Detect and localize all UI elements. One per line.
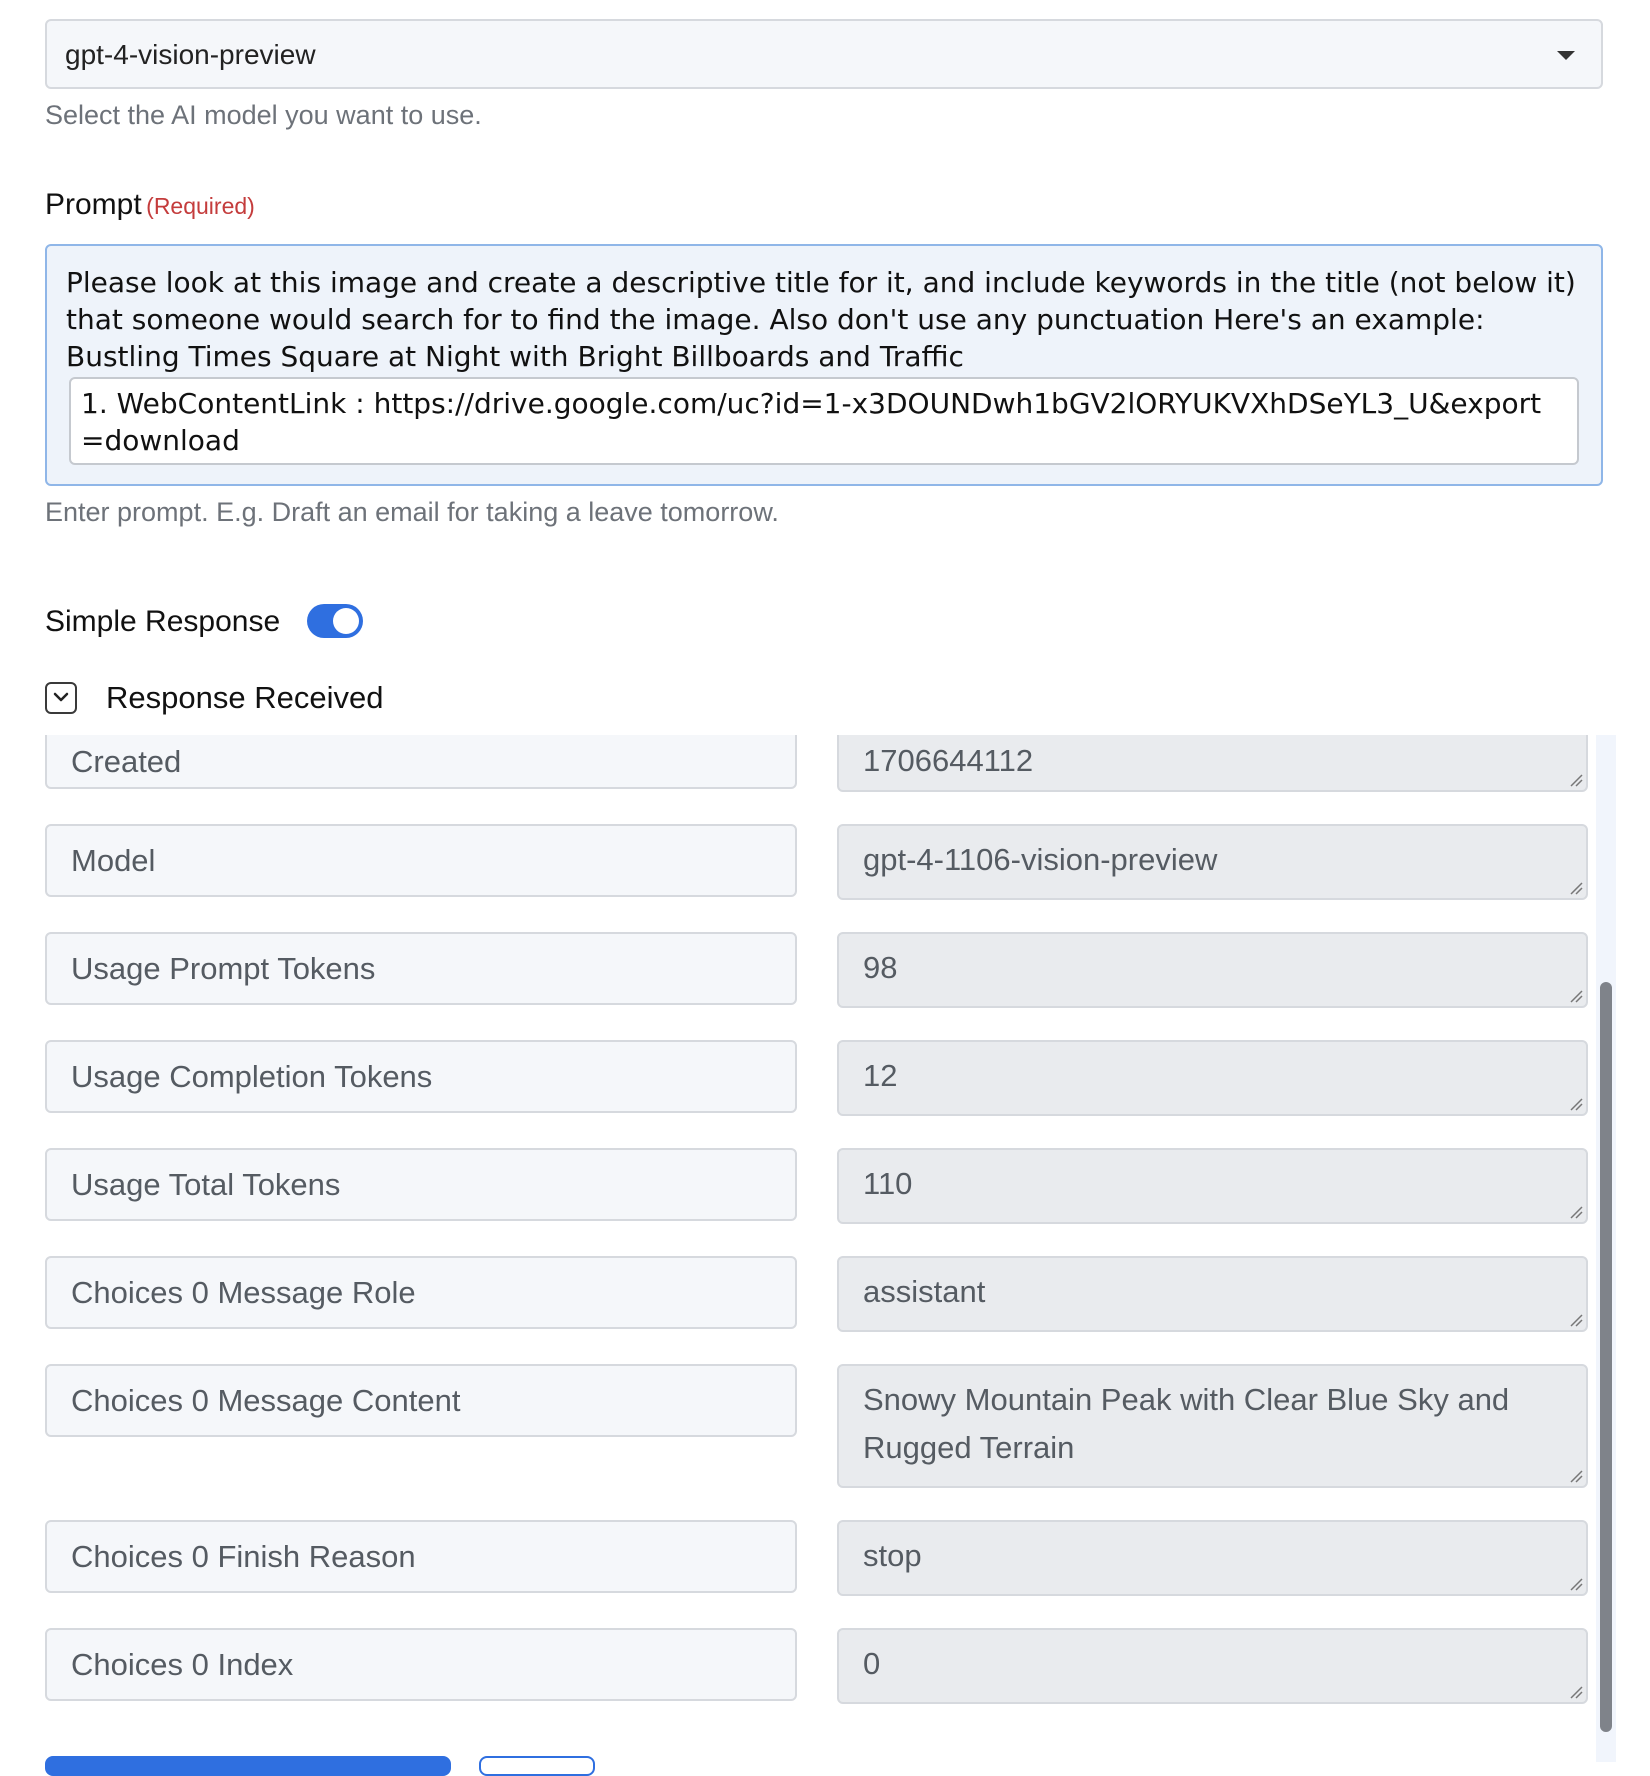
response-fields-panel[interactable]	[0, 735, 1650, 1762]
field-key-label: Usage Completion Tokens	[71, 1059, 433, 1094]
field-value-text: stop	[863, 1538, 922, 1573]
field-key	[45, 1040, 797, 1113]
primary-action-button[interactable]	[45, 1756, 451, 1776]
caret-down-icon	[1557, 51, 1575, 60]
field-value[interactable]	[837, 932, 1588, 1008]
field-key-label: Choices 0 Message Role	[71, 1275, 416, 1310]
model-select[interactable]	[45, 19, 1603, 89]
field-value-text: 0	[863, 1646, 881, 1681]
field-value-text: 1706644112	[863, 743, 1034, 778]
webcontentlink-token-text: 1. WebContentLink : https://drive.google.com/uc?id=1-x3DOUNDwh1bGV2lORYUKVXhDSeYL3_U&export=download	[81, 387, 1542, 457]
field-key	[45, 1520, 797, 1593]
field-value-text: 12	[863, 1058, 898, 1093]
resize-grip-icon[interactable]	[1567, 1467, 1583, 1483]
field-key	[45, 1364, 797, 1437]
resize-grip-icon[interactable]	[1567, 1683, 1583, 1699]
field-value[interactable]	[837, 1364, 1588, 1488]
prompt-label: Prompt	[45, 188, 142, 221]
resize-grip-icon[interactable]	[1567, 879, 1583, 895]
field-key-label: Usage Total Tokens	[71, 1167, 341, 1202]
field-key-label: Model	[71, 843, 156, 878]
field-value-text: gpt-4-1106-vision-preview	[863, 842, 1218, 877]
response-received-label: Response Received	[106, 680, 384, 715]
field-value-text: assistant	[863, 1274, 986, 1309]
collapse-toggle-button[interactable]	[45, 682, 77, 714]
chevron-down-icon	[53, 691, 69, 703]
resize-grip-icon[interactable]	[1567, 771, 1583, 787]
model-select-value: gpt-4-vision-preview	[65, 39, 316, 70]
field-value-text: 98	[863, 950, 898, 985]
field-key	[45, 932, 797, 1005]
prompt-label-row	[45, 188, 255, 222]
model-help-text: Select the AI model you want to use.	[45, 100, 482, 130]
resize-grip-icon[interactable]	[1567, 1575, 1583, 1591]
prompt-help-text: Enter prompt. E.g. Draft an email for taking a leave tomorrow.	[45, 497, 779, 527]
simple-response-toggle[interactable]	[307, 604, 363, 638]
prompt-input[interactable]	[45, 244, 1603, 486]
simple-response-label: Simple Response	[45, 605, 281, 638]
field-key-label: Choices 0 Message Content	[71, 1383, 461, 1418]
field-key-label: Created	[71, 744, 182, 779]
field-value[interactable]	[837, 735, 1588, 792]
required-marker: (Required)	[146, 193, 255, 219]
scrollbar-thumb[interactable]	[1600, 982, 1612, 1732]
field-value-text: 110	[863, 1166, 913, 1201]
field-key-label: Choices 0 Index	[71, 1647, 294, 1682]
field-value[interactable]	[837, 1148, 1588, 1224]
prompt-text: Please look at this image and create a descriptive title for it, and include keywords in the title (not below it) that someone would search for to find the image. Also don't use any punctuation Here's an example: Bustling Times Square at Night with Bright Billboards and Traffic	[66, 266, 1576, 373]
field-key	[45, 735, 797, 789]
resize-grip-icon[interactable]	[1567, 1095, 1583, 1111]
field-value-text: Snowy Mountain Peak with Clear Blue Sky and Rugged Terrain	[863, 1382, 1510, 1465]
field-key	[45, 1256, 797, 1329]
field-value[interactable]	[837, 1256, 1588, 1332]
field-key-label: Choices 0 Finish Reason	[71, 1539, 416, 1574]
resize-grip-icon[interactable]	[1567, 1311, 1583, 1327]
field-value[interactable]	[837, 1040, 1588, 1116]
field-key	[45, 1148, 797, 1221]
field-key	[45, 824, 797, 897]
field-value[interactable]	[837, 824, 1588, 900]
field-value[interactable]	[837, 1628, 1588, 1704]
field-value[interactable]	[837, 1520, 1588, 1596]
resize-grip-icon[interactable]	[1567, 987, 1583, 1003]
secondary-action-button[interactable]	[479, 1756, 595, 1776]
webcontentlink-token[interactable]	[69, 377, 1579, 465]
field-key-label: Usage Prompt Tokens	[71, 951, 376, 986]
toggle-knob	[333, 608, 359, 634]
field-key	[45, 1628, 797, 1701]
resize-grip-icon[interactable]	[1567, 1203, 1583, 1219]
